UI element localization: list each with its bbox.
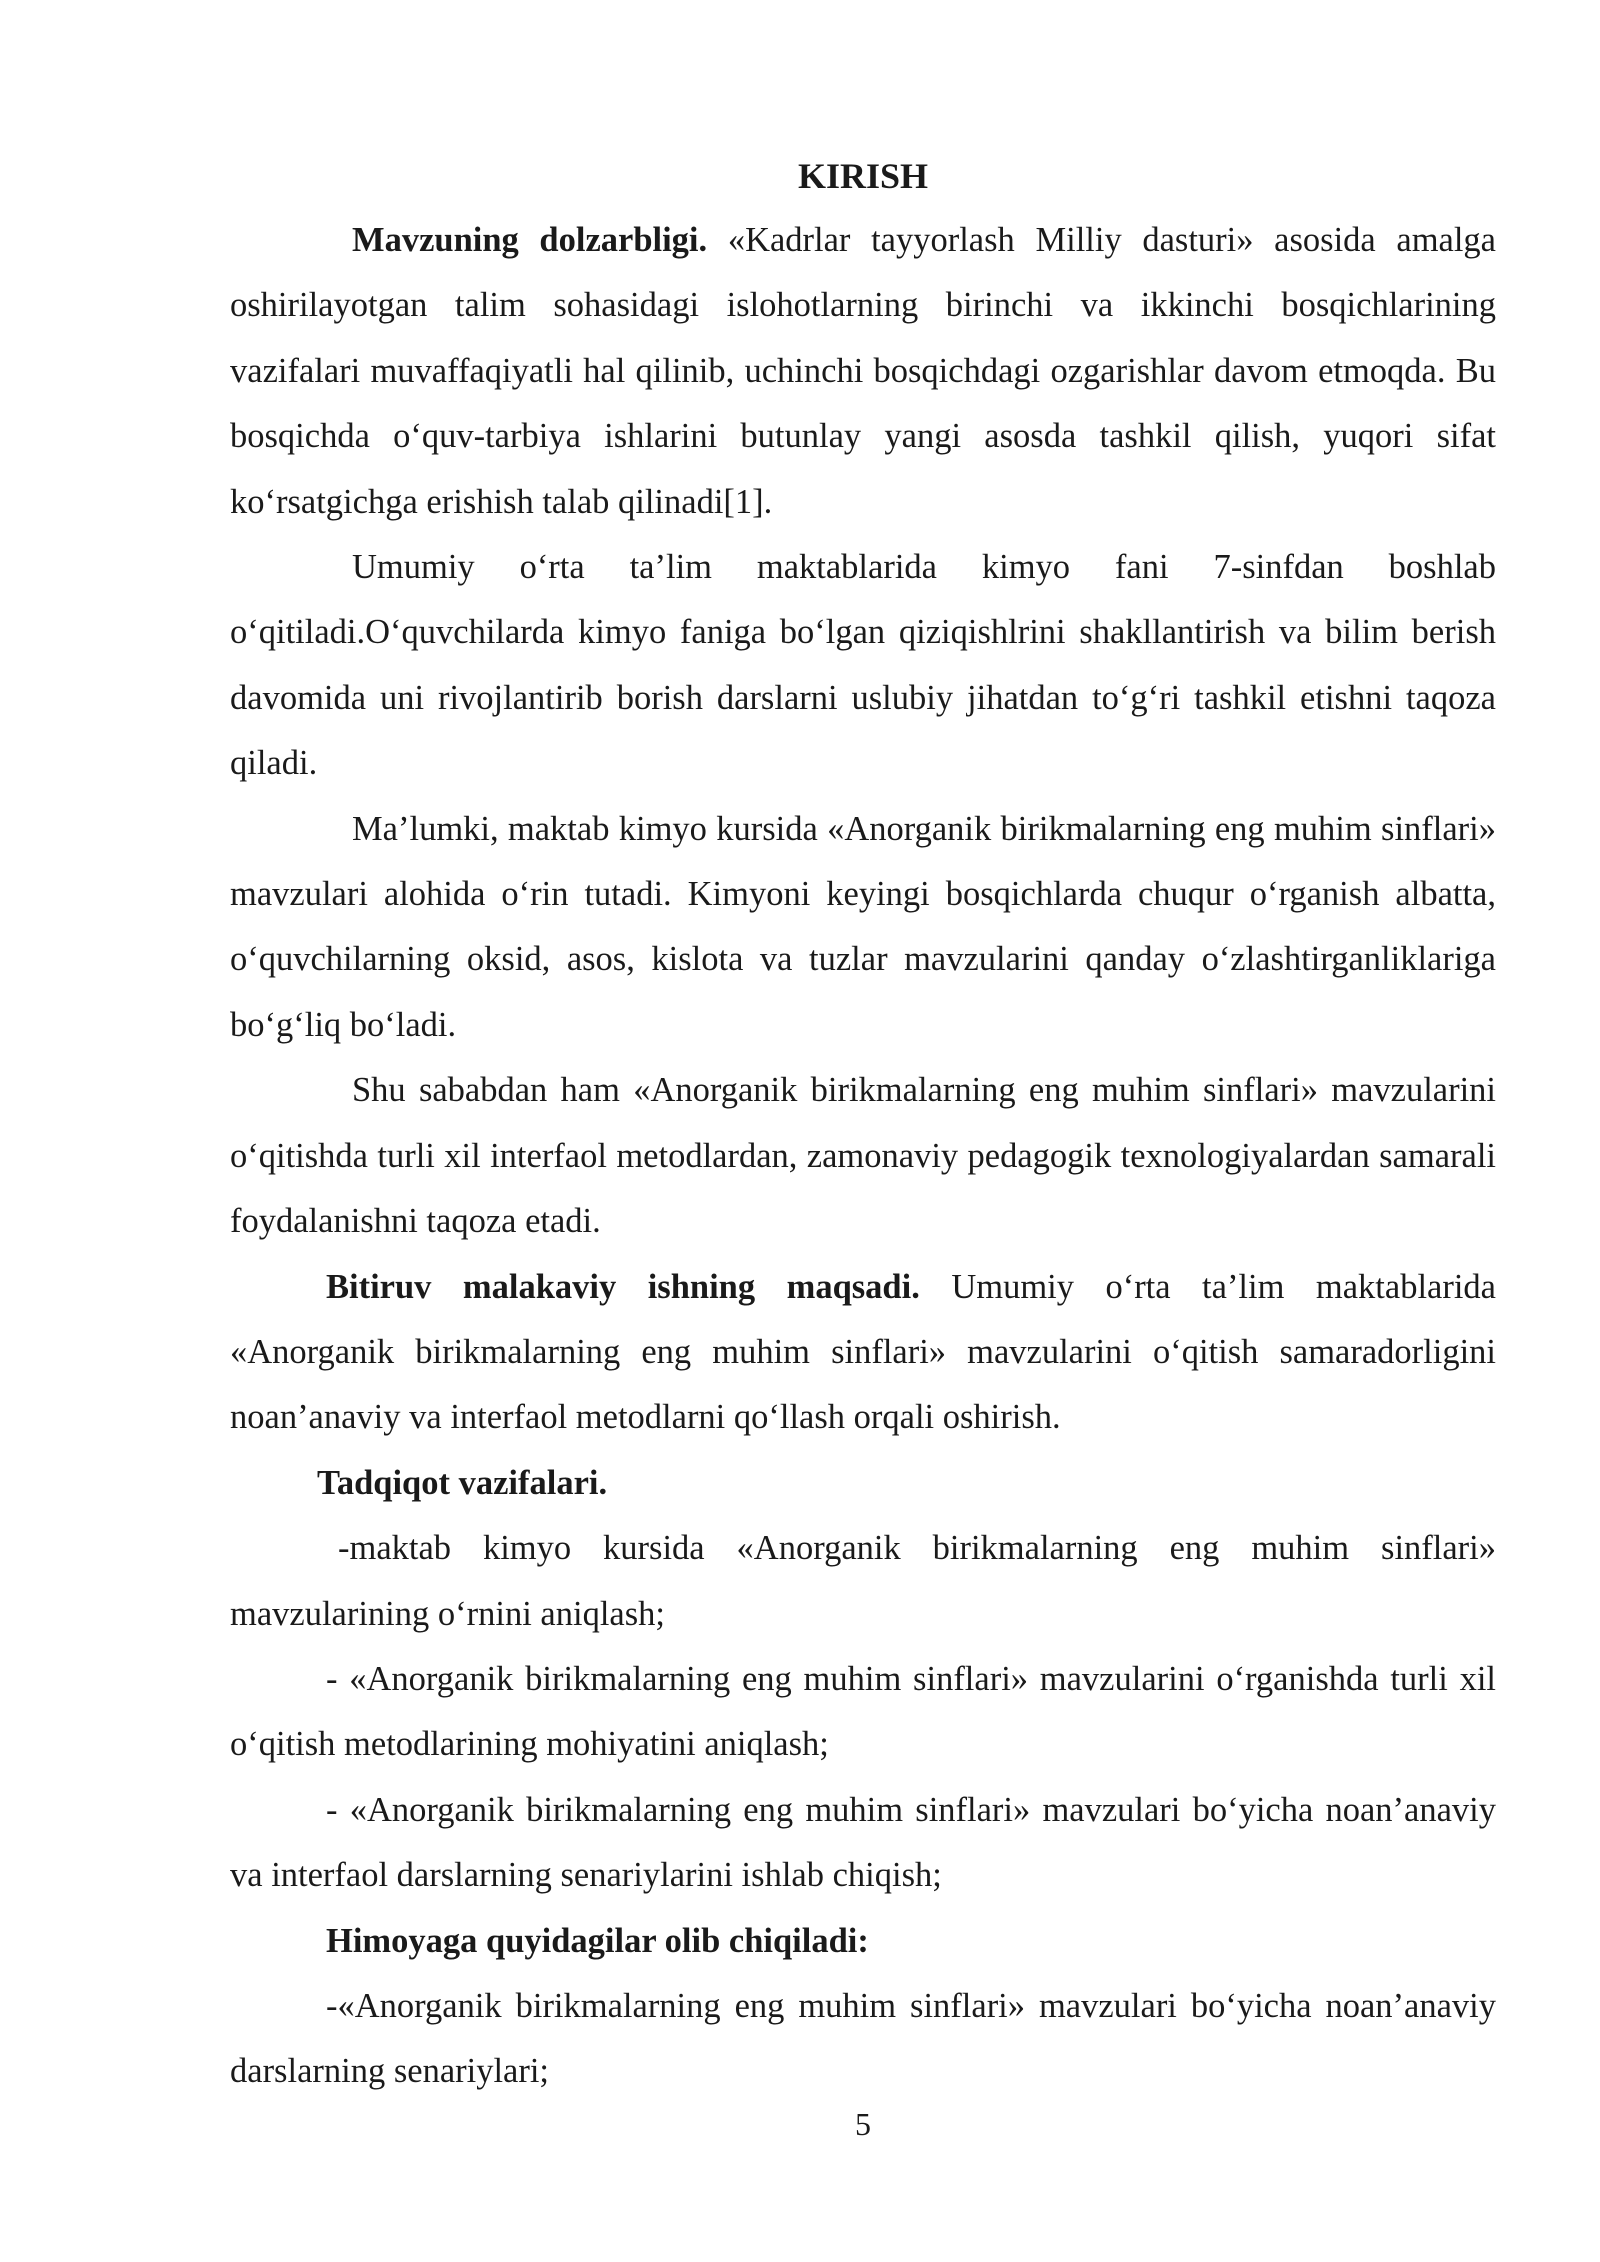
tasks-heading bbox=[230, 1451, 1496, 1516]
paragraph-relevance bbox=[230, 208, 1496, 535]
defense-heading-text: Himoyaga quyidagilar olib chiqiladi: bbox=[326, 1921, 869, 1960]
paragraph-inorganic-topics: Ma’lumki, maktab kimyo kursida «Anorganik birikmalarning eng muhim sinflari» mavzulari alohida o‘rin tutadi. Kimyoni keyingi bosqichlarda chuqur o‘rganish albatta, o‘quvchilarning oksid, asos, kislota va tuzlar mavzularini qanday o‘zlashtirganliklariga bo‘g‘liq bo‘ladi. bbox=[230, 809, 1496, 1044]
relevance-text: «Kadrlar tayyorlash Milliy dasturi» asosida amalga oshirilayotgan talim sohasidagi islohotlarning birinchi va ikkinchi bosqichlarining vazifalari muvaffaqiyatli hal qilinib, uchinchi bosqichdagi ozgarishlar davom etmoqda. Bu bosqichda o‘quv-tarbiya ishlarini butunlay yangi asosda tashkil qilish, yuqori sifat ko‘rsatgichga erishish talab qilinadi[1]. bbox=[230, 221, 1496, 521]
task-item-3: - «Anorganik birikmalarning eng muhim sinflari» mavzulari bo‘yicha noan’anaviy va interfaol darslarning senariylarini ishlab chiqish; bbox=[230, 1790, 1496, 1895]
page-title: KIRISH bbox=[797, 156, 929, 196]
document-body bbox=[230, 208, 1496, 2105]
goal-text: Umumiy o‘rta ta’lim maktablarida «Anorganik birikmalarning eng muhim sinflari» mavzularini o‘qitish samaradorligini noan’anaviy va interfaol metodlarni qo‘llash orqali oshirish. bbox=[230, 1267, 1496, 1437]
task-item-1: -maktab kimyo kursida «Anorganik birikmalarning eng muhim sinflari» mavzularining o‘rnini aniqlash; bbox=[230, 1529, 1496, 1633]
defense-item-1: -«Anorganik birikmalarning eng muhim sinflari» mavzulari bo‘yicha noan’anaviy darslarning senariylari; bbox=[230, 1986, 1496, 2091]
task-item-2: - «Anorganik birikmalarning eng muhim sinflari» mavzularini o‘rganishda turli xil o‘qitish metodlarining mohiyatini aniqlash; bbox=[230, 1659, 1496, 1764]
relevance-heading: Mavzuning dolzarbligi. bbox=[352, 221, 708, 259]
paragraph-chemistry-teaching: Umumiy o‘rta ta’lim maktablarida kimyo fani 7-sinfdan boshlab o‘qitiladi.O‘quvchilarda kimyo faniga bo‘lgan qiziqishlrini shakllantirish va bilim berish davomida uni rivojlantirib borish darslarni uslubiy jihatdan to‘g‘ri tashkil etishni taqoza qiladi. bbox=[230, 548, 1496, 783]
paragraph-goal bbox=[230, 1255, 1496, 1451]
page-number: 5 bbox=[855, 2106, 871, 2142]
goal-heading: Bitiruv malakaviy ishning maqsadi. bbox=[326, 1267, 920, 1306]
defense-heading bbox=[230, 1909, 1496, 1974]
paragraph-interactive-methods: Shu sababdan ham «Anorganik birikmalarning eng muhim sinflari» mavzularini o‘qitishda turli xil interfaol metodlardan, zamonaviy pedagogik texnologiyalardan samarali foydalanishni taqoza etadi. bbox=[230, 1071, 1496, 1241]
tasks-heading-text: Tadqiqot vazifalari. bbox=[317, 1463, 608, 1502]
